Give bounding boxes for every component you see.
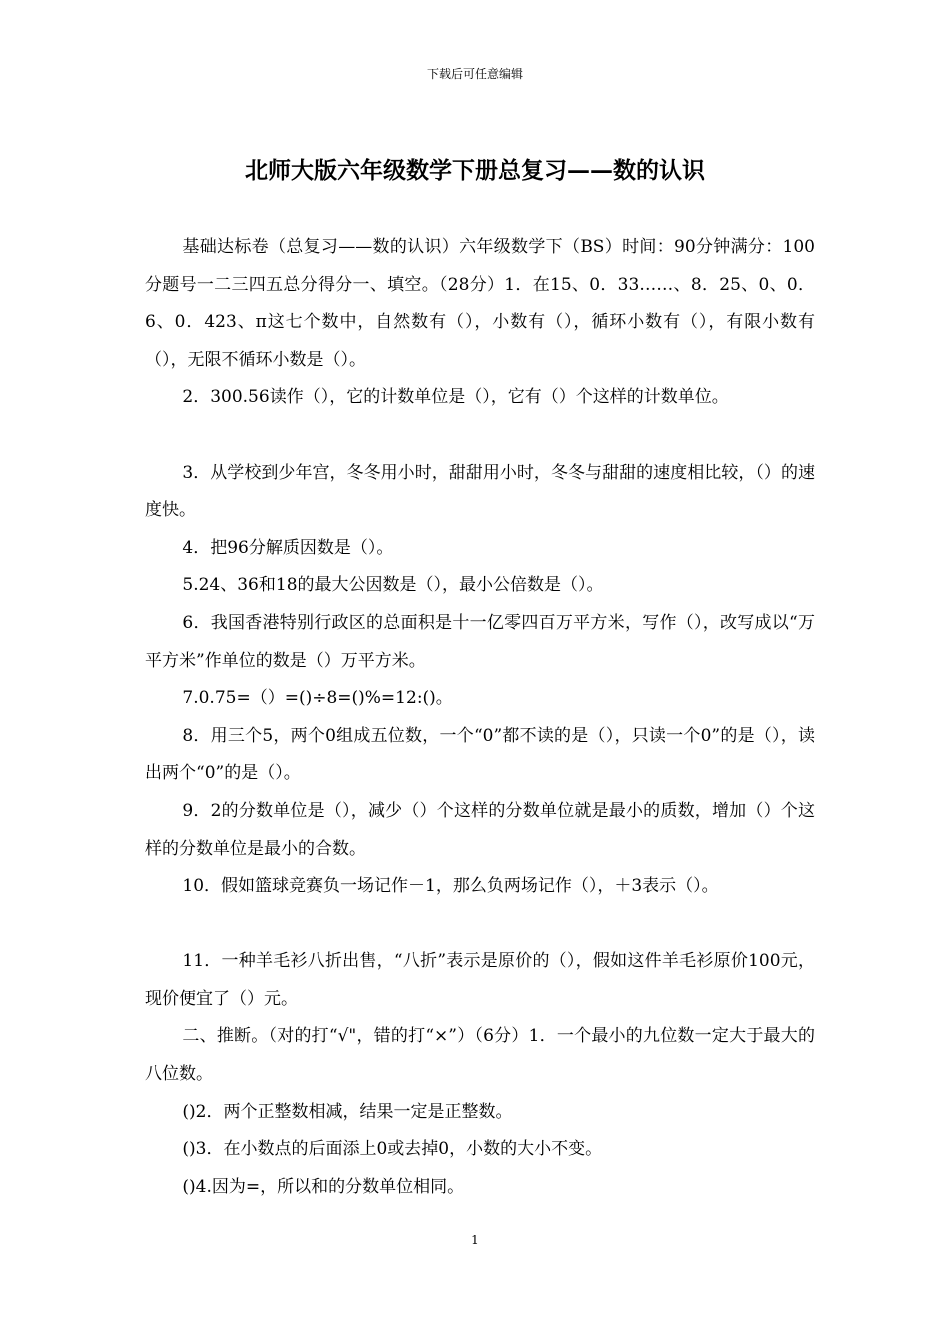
question-5: 5.24、36和18的最大公因数是（），最小公倍数是（）。 bbox=[182, 575, 604, 596]
blank-line bbox=[145, 417, 815, 455]
judgement-question-2: ()2．两个正整数相减，结果一定是正整数。 bbox=[182, 1101, 513, 1122]
question-11: 11．一种羊毛衫八折出售，“八折”表示是原价的（），假如这件羊毛衫原价100元，现价便宜了（）元。 bbox=[145, 951, 815, 1009]
question-9: 9．2的分数单位是（），减少（）个这样的分数单位就是最小的质数，增加（）个这样的分数单位是最小的合数。 bbox=[145, 800, 815, 859]
page-header-note: 下载后可任意编辑 bbox=[426, 67, 523, 81]
judgement-question-3: ()3．在小数点的后面添上0或去掉0，小数的大小不变。 bbox=[182, 1139, 603, 1160]
question-10: 10．假如篮球竞赛负一场记作－1，那么负两场记作（），＋3表示（）。 bbox=[182, 876, 719, 897]
document-title: 北师大版六年级数学下册总复习——数的认识 bbox=[245, 157, 705, 184]
document-body bbox=[145, 229, 815, 1206]
question-6: 6．我国香港特别行政区的总面积是十一亿零四百万平方米，写作（），改写成以“万平方米”作单位的数是（）万平方米。 bbox=[145, 612, 815, 671]
question-3: 3．从学校到少年宫，冬冬用小时，甜甜用小时，冬冬与甜甜的速度相比较，（）的速度快。 bbox=[145, 462, 815, 521]
intro-and-question-1: 基础达标卷（总复习——数的认识）六年级数学下（BS）时间：90分钟满分：100分题号一二三四五总分得分一、填空。（28分）1．在15、0．33……、8．25、0、0．6、0．423、π这七个数中，自然数有（），小数有（），循环小数有（），有限小数有（），无限不循环小数是（）。 bbox=[145, 237, 815, 370]
question-2: 2．300.56读作（），它的计数单位是（），它有（）个这样的计数单位。 bbox=[182, 387, 729, 408]
question-4: 4．把96分解质因数是（）。 bbox=[182, 537, 394, 558]
page-number: 1 bbox=[471, 1233, 479, 1247]
section-2-judgement-question-1: 二、推断。（对的打“√"，错的打“×”）（6分）1．一个最小的九位数一定大于最大的八位数。 bbox=[145, 1026, 815, 1085]
question-8: 8．用三个5，两个0组成五位数，一个“0”都不读的是（），只读一个0”的是（），读出两个“0”的是（）。 bbox=[145, 725, 815, 784]
blank-line bbox=[145, 906, 815, 944]
question-7: 7.0.75=（）=()÷8=()%=12:()。 bbox=[182, 688, 453, 709]
judgement-question-4: ()4.因为=，所以和的分数单位相同。 bbox=[182, 1176, 465, 1197]
